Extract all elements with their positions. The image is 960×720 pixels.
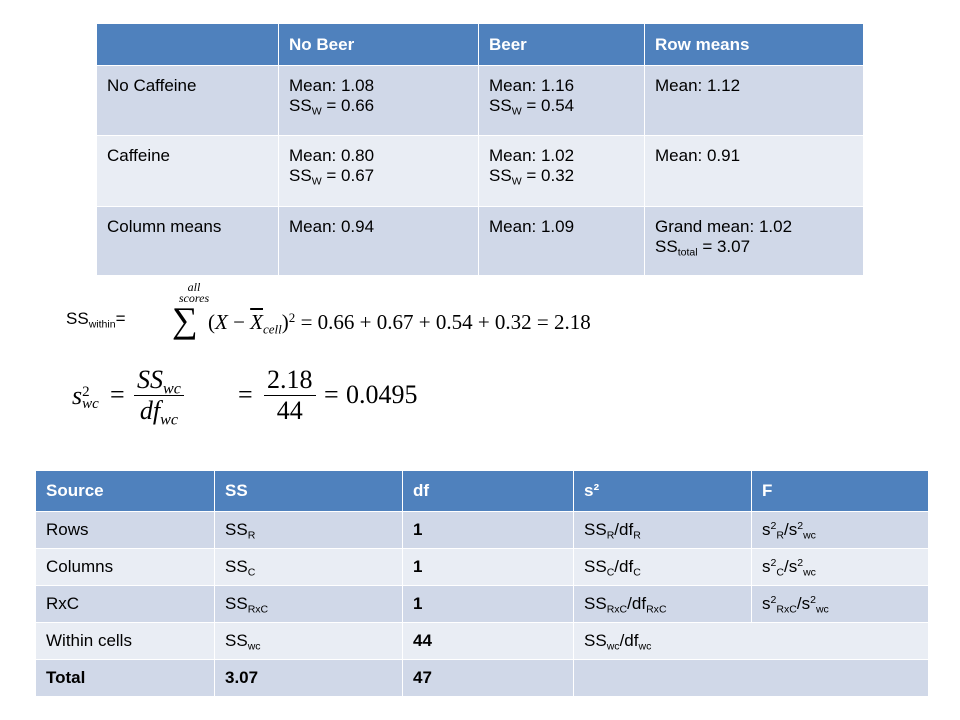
header-cell: s² xyxy=(574,471,752,512)
anova-header-row xyxy=(36,471,929,512)
equals-sign: = xyxy=(324,380,339,409)
cell-stats xyxy=(645,66,864,136)
ss-cell: $SS_{RxC}$ xyxy=(215,586,403,623)
table-row xyxy=(36,623,929,660)
empty-cell xyxy=(574,660,929,697)
equals-sign: = xyxy=(238,380,253,409)
cell-ss: $SS_W = 0.54$ xyxy=(489,96,575,118)
fraction-ss-over-df: $SS_{wc}$ $df_{wc}$ xyxy=(134,365,184,426)
variance-within-formula xyxy=(72,365,418,437)
cell-stats xyxy=(279,207,479,276)
s2-cell: $SS_R/df_R$ xyxy=(574,512,752,549)
source-cell: Columns xyxy=(36,549,215,586)
cell-stats xyxy=(645,207,864,276)
row-label: No Caffeine xyxy=(97,66,279,136)
header-cell: Beer xyxy=(479,24,645,66)
df-cell: 44 xyxy=(403,623,574,660)
cell-ss: $SS_W = 0.67$ xyxy=(289,166,375,188)
table-row xyxy=(97,66,864,136)
s2-cell: $SS_{RxC}/df_{RxC}$ xyxy=(574,586,752,623)
row-label: Caffeine xyxy=(97,136,279,207)
ss-total: $SS_{total} = 3.07$ xyxy=(655,237,751,259)
ss-cell: $SS_C$ xyxy=(215,549,403,586)
ss-within-label: $SS_{within}=$ xyxy=(66,309,126,331)
df-cell: 1 xyxy=(403,512,574,549)
source-cell: Within cells xyxy=(36,623,215,660)
cell-stats xyxy=(479,207,645,276)
cell-means-table xyxy=(96,23,864,276)
table-row xyxy=(36,660,929,697)
header-cell: SS xyxy=(215,471,403,512)
cell-mean: Mean: 1.16 xyxy=(489,76,575,95)
variance-symbol: s2 wc xyxy=(72,381,99,413)
df-cell: 1 xyxy=(403,586,574,623)
source-cell: Rows xyxy=(36,512,215,549)
header-cell: df xyxy=(403,471,574,512)
anova-summary-table xyxy=(35,470,929,697)
header-cell: F xyxy=(752,471,929,512)
means-header-row xyxy=(97,24,864,66)
s2-cell: $SS_C/df_C$ xyxy=(574,549,752,586)
f-cell: $s^2_R/s^2_{wc}$ xyxy=(752,512,929,549)
df-cell: 47 xyxy=(403,660,574,697)
sum-range-label: all scores xyxy=(178,280,210,305)
cell-stats xyxy=(479,136,645,207)
cell-mean: Mean: 0.94 xyxy=(289,217,375,236)
row-label: Column means xyxy=(97,207,279,276)
source-cell: RxC xyxy=(36,586,215,623)
ss-within-formula xyxy=(66,280,591,352)
header-cell: Row means xyxy=(645,24,864,66)
s2-cell: $SS_{wc}/df_{wc}$ xyxy=(574,623,929,660)
table-row xyxy=(36,549,929,586)
grand-mean: Grand mean: 1.02 xyxy=(655,217,793,236)
variance-result: 0.0495 xyxy=(346,380,418,409)
cell-stats xyxy=(279,136,479,207)
summation-symbol: ∑ xyxy=(172,300,198,340)
cell-stats xyxy=(279,66,479,136)
ss-cell: $SS_{wc}$ xyxy=(215,623,403,660)
header-cell: Source xyxy=(36,471,215,512)
table-row xyxy=(36,586,929,623)
cell-stats xyxy=(645,136,864,207)
table-row xyxy=(97,136,864,207)
equals-sign: = xyxy=(110,380,125,409)
cell-mean: Mean: 1.02 xyxy=(489,146,575,165)
header-cell xyxy=(97,24,279,66)
cell-mean: Mean: 0.91 xyxy=(655,146,741,165)
ss-within-expression: $(X - \overline{X}_{cell})^2 = 0.66 + 0.67 + 0.54 + 0.32 = 2.18$ xyxy=(208,309,591,337)
cell-mean: Mean: 0.80 xyxy=(289,146,375,165)
header-cell: No Beer xyxy=(279,24,479,66)
cell-ss: $SS_W = 0.32$ xyxy=(489,166,575,188)
table-row xyxy=(97,207,864,276)
ss-cell: $SS_R$ xyxy=(215,512,403,549)
cell-mean: Mean: 1.09 xyxy=(489,217,575,236)
table-row xyxy=(36,512,929,549)
source-cell: Total xyxy=(36,660,215,697)
fraction-values: $\frac{2.18}{44}$ xyxy=(264,365,316,426)
ss-cell: 3.07 xyxy=(215,660,403,697)
df-cell: 1 xyxy=(403,549,574,586)
f-cell: $s^2_{RxC}/s^2_{wc}$ xyxy=(752,586,929,623)
cell-mean: Mean: 1.08 xyxy=(289,76,375,95)
cell-mean: Mean: 1.12 xyxy=(655,76,741,95)
cell-ss: $SS_W = 0.66$ xyxy=(289,96,375,118)
cell-stats xyxy=(479,66,645,136)
f-cell: $s^2_C/s^2_{wc}$ xyxy=(752,549,929,586)
